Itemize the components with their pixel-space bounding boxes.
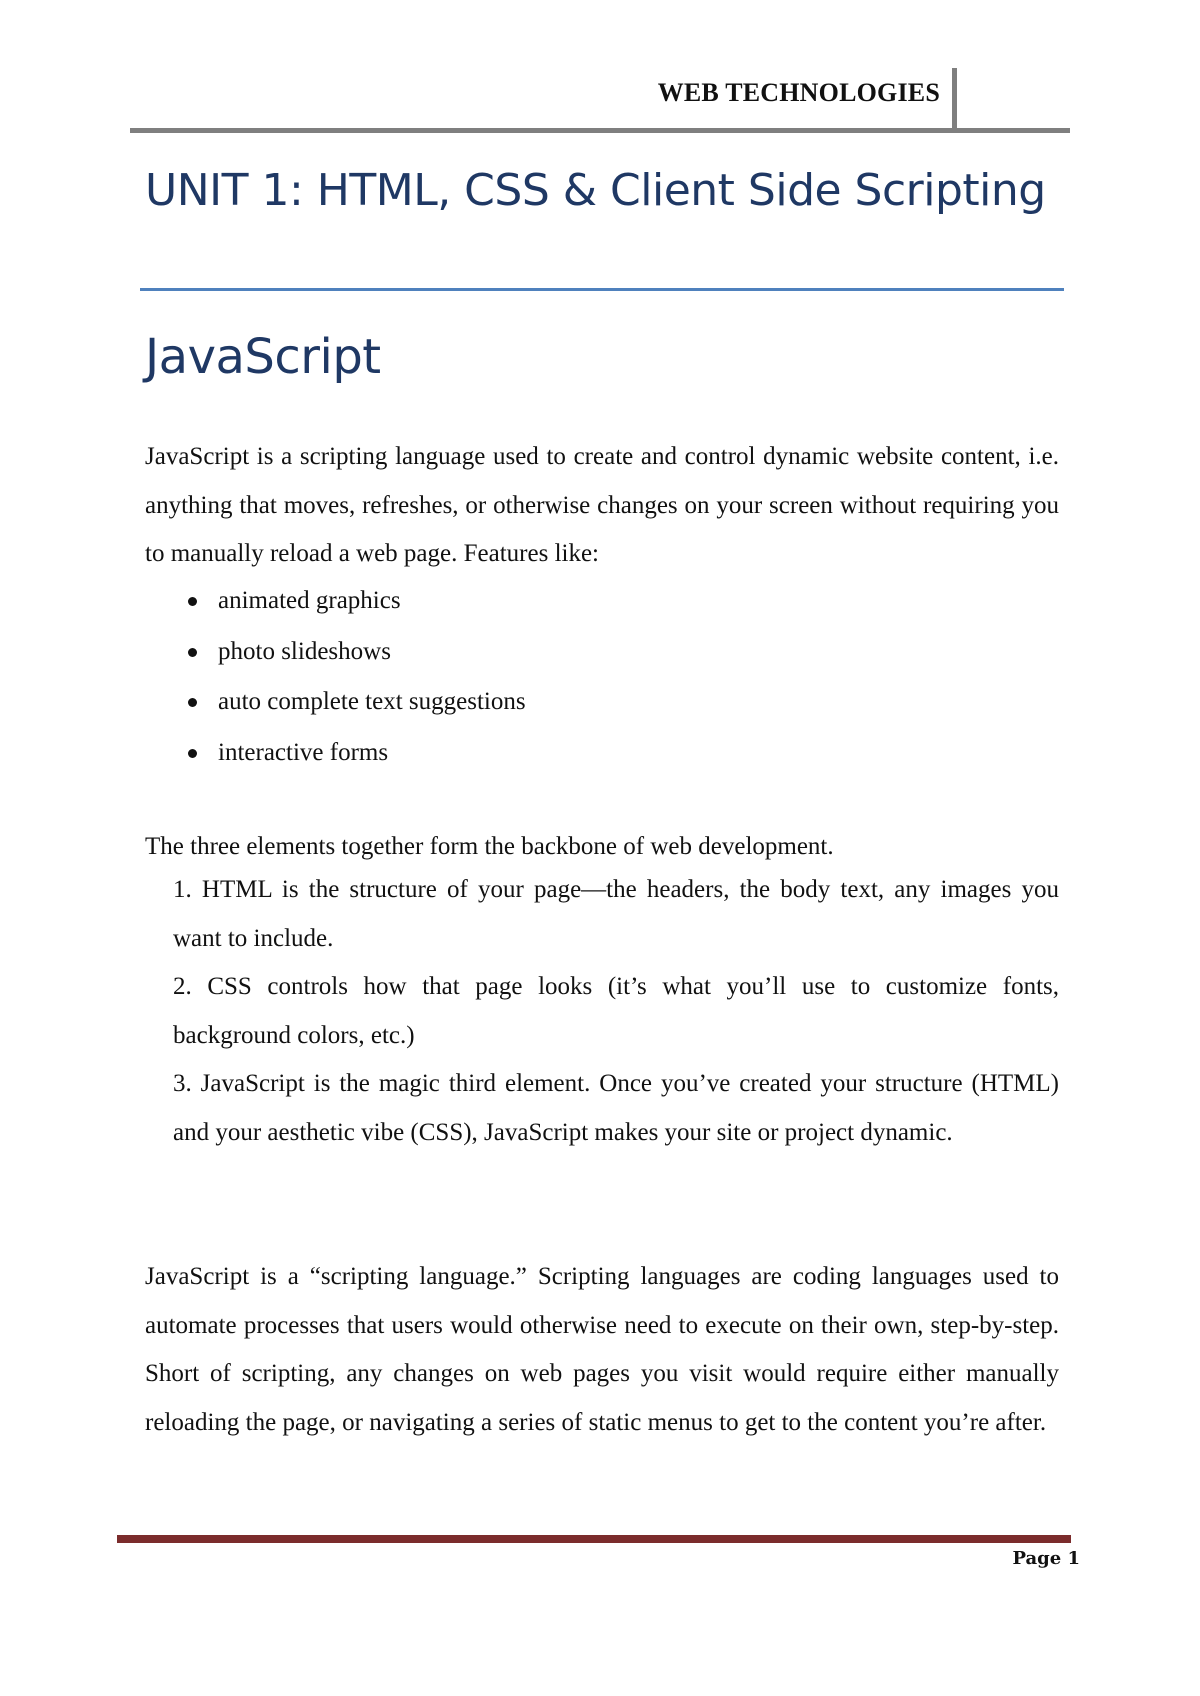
intro-paragraph: JavaScript is a scripting language used to create and control dynamic website content, i.e. anything that moves, refreshes, or otherwise changes on your screen without requiring you to manually reload a web page. Features like: [145,443,1059,567]
list-item [188,677,526,728]
page-number: Page 1 [1012,1548,1080,1569]
scripting-paragraph: JavaScript is a “scripting language.” Scripting languages are coding languages used to automate processes that users would otherwise need to execute on their own, step-by-step. Short of scripting, any changes on web pages you visit would require either manually reloading the page, or navigating a series of static menus to get to the content you’re after. [145,1263,1059,1436]
footer-rule [117,1535,1071,1543]
unit-title-rule [140,288,1064,291]
bullet-icon [188,698,197,707]
features-list [188,576,526,778]
list-item-text: animated graphics [218,587,401,614]
numbered-item: 2. CSS controls how that page looks (it’s what you’ll use to customize fonts, background colors, etc.) [173,973,1059,1049]
list-item-text: photo slideshows [218,637,391,665]
list-item [188,728,526,779]
list-item-text: auto complete text suggestions [218,688,526,715]
list-item-text: interactive forms [218,738,389,766]
numbered-item: 3. JavaScript is the magic third element. Once you’ve created your structure (HTML) and your aesthetic vibe (CSS), JavaScript makes your site or project dynamic. [173,1070,1059,1146]
list-item [188,627,526,678]
header-vertical-bar [952,68,957,130]
bullet-icon [188,597,197,606]
bullet-icon [188,749,197,758]
unit-title: UNIT 1: HTML, CSS & Client Side Scripting [145,165,1046,216]
running-header: WEB TECHNOLOGIES [657,78,940,107]
section-heading: JavaScript [145,329,381,385]
bullet-icon [188,648,197,657]
backbone-paragraph: The three elements together form the backbone of web development. [145,833,834,860]
list-item [188,576,526,627]
elements-list [173,866,1059,1157]
numbered-item: 1. HTML is the structure of your page—the headers, the body text, any images you want to include. [173,876,1059,952]
header-rule [130,128,1070,133]
